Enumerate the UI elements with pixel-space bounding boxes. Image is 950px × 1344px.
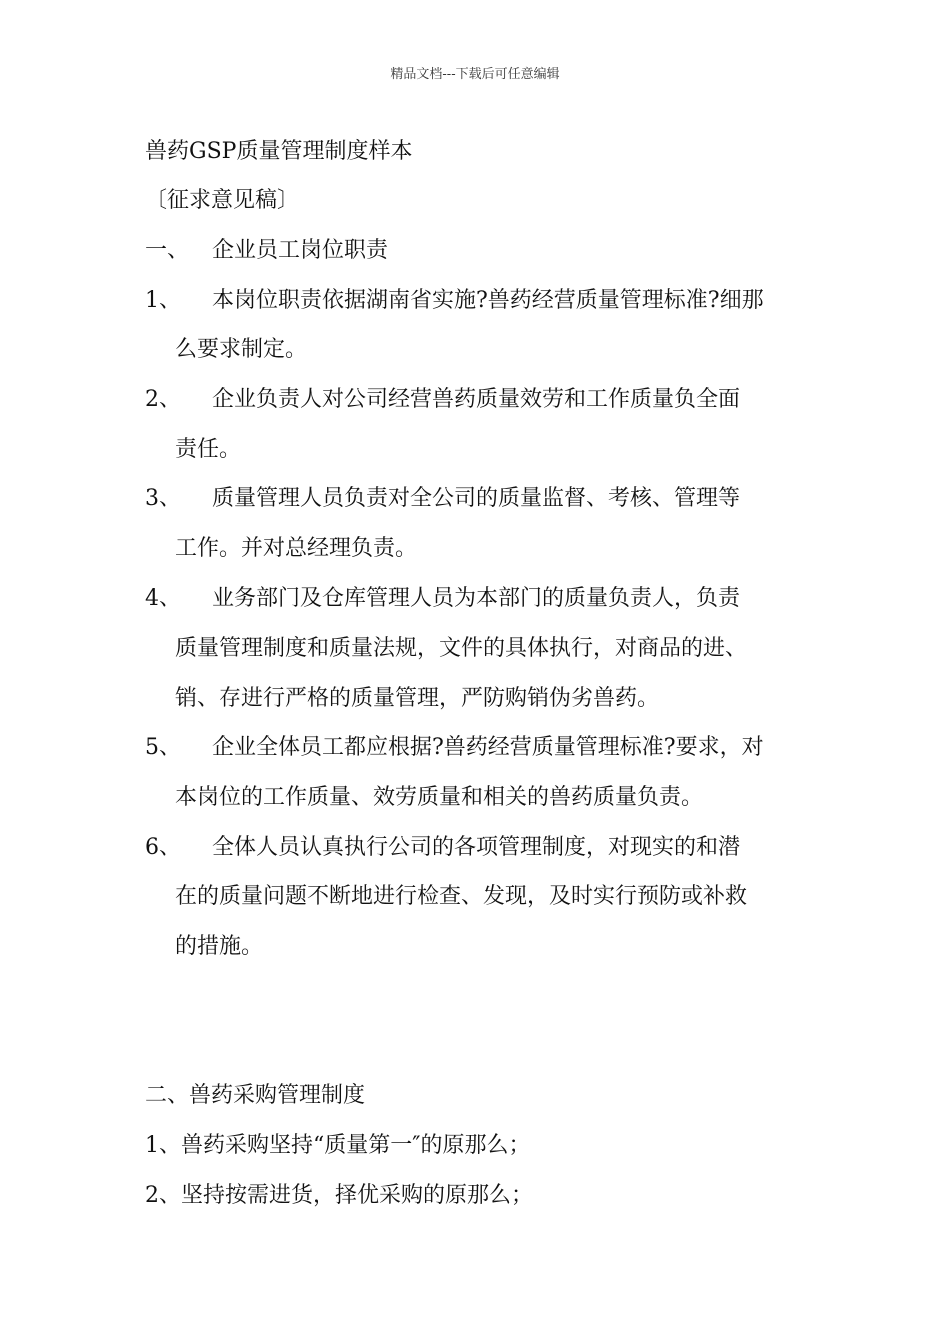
item-number: 6、 [145,835,181,860]
list-item [145,286,764,316]
item-number: 5、 [145,735,181,760]
item-text: 企业全体员工都应根据?兽药经营质量管理标准?要求，对 [212,735,764,760]
item-number: 4、 [145,586,181,611]
page-header: 精品文档---下载后可任意编辑 [390,67,560,82]
item-text: 业务部门及仓库管理人员为本部门的质量负责人，负责 [212,586,741,611]
item-continuation: 么要求制定。 [175,337,308,362]
section-1-title: 企业员工岗位职责 [212,238,389,263]
item-text: 质量管理人员负责对全公司的质量监督、考核、管理等 [212,486,741,511]
item-continuation: 工作。并对总经理负责。 [175,536,418,561]
list-item: 2、坚持按需进货，择优采购的原那么； [145,1183,533,1208]
list-item: 1、兽药采购坚持“质量第一″的原那么； [145,1133,531,1158]
item-number: 3、 [145,486,181,511]
item-number: 2、 [145,387,181,412]
document-title: 兽药GSP质量管理制度样本 [145,139,413,164]
section-2-heading: 二、兽药采购管理制度 [145,1083,366,1108]
list-item [145,584,740,614]
section-1-heading [145,236,388,266]
item-continuation: 的措施。 [175,934,264,959]
item-continuation: 本岗位的工作质量、效劳质量和相关的兽药质量负责。 [175,785,704,810]
item-continuation: 质量管理制度和质量法规，文件的具体执行，对商品的进、 [175,636,748,661]
list-item [145,833,740,863]
section-1-number: 一、 [145,238,190,263]
item-text: 企业负责人对公司经营兽药质量效劳和工作质量负全面 [212,387,741,412]
list-item [145,733,764,763]
item-continuation: 责任。 [175,437,242,462]
item-continuation: 在的质量问题不断地进行检查、发现，及时实行预防或补救 [175,884,748,909]
list-item [145,385,740,415]
item-number: 1、 [145,288,181,313]
item-continuation: 销、存进行严格的质量管理，严防购销伪劣兽药。 [175,686,660,711]
item-text: 全体人员认真执行公司的各项管理制度，对现实的和潜 [212,835,741,860]
item-text: 本岗位职责依据湖南省实施?兽药经营质量管理标准?细那 [212,288,764,313]
list-item [145,484,740,514]
document-subtitle: 〔征求意见稿〕 [145,188,300,213]
